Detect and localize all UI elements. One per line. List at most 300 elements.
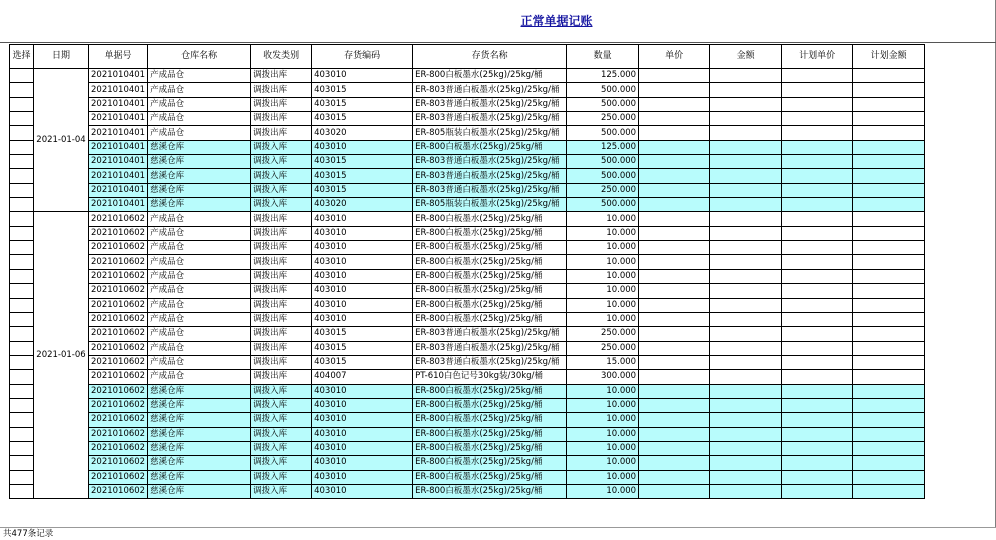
plan-amount-cell[interactable] xyxy=(853,370,925,384)
unit-price-cell[interactable] xyxy=(639,398,710,412)
io-type-cell: 调拨出库 xyxy=(251,226,312,240)
plan-amount-cell[interactable] xyxy=(853,312,925,326)
unit-price-cell[interactable] xyxy=(639,226,710,240)
plan-amount-cell[interactable] xyxy=(853,140,925,154)
select-cell[interactable] xyxy=(10,398,34,412)
warehouse-cell: 慈溪仓库 xyxy=(148,140,251,154)
table-row[interactable] xyxy=(10,126,925,140)
table-row[interactable] xyxy=(10,226,925,240)
select-cell[interactable] xyxy=(10,226,34,240)
plan-amount-cell[interactable] xyxy=(853,341,925,355)
item-code-cell: 403010 xyxy=(312,413,413,427)
table-row[interactable] xyxy=(10,69,925,83)
item-name-cell: ER-803普通白板墨水(25kg)/25kg/桶 xyxy=(413,341,567,355)
select-cell[interactable] xyxy=(10,97,34,111)
table-row[interactable] xyxy=(10,241,925,255)
quantity-cell: 250.000 xyxy=(567,327,639,341)
table-row[interactable] xyxy=(10,456,925,470)
table-row[interactable] xyxy=(10,484,925,498)
amount-cell[interactable] xyxy=(710,427,782,441)
select-cell[interactable] xyxy=(10,269,34,283)
select-cell[interactable] xyxy=(10,169,34,183)
quantity-cell: 500.000 xyxy=(567,155,639,169)
io-type-cell: 调拨入库 xyxy=(251,413,312,427)
amount-cell[interactable] xyxy=(710,327,782,341)
amount-cell[interactable] xyxy=(710,126,782,140)
io-type-cell: 调拨出库 xyxy=(251,370,312,384)
plan-amount-cell[interactable] xyxy=(853,241,925,255)
item-name-cell: ER-805瓶装白板墨水(25kg)/25kg/桶 xyxy=(413,126,567,140)
amount-cell[interactable] xyxy=(710,169,782,183)
quantity-cell: 10.000 xyxy=(567,398,639,412)
plan-price-cell[interactable] xyxy=(782,155,853,169)
amount-cell[interactable] xyxy=(710,241,782,255)
amount-cell[interactable] xyxy=(710,97,782,111)
doc-no-cell: 2021010602 xyxy=(89,241,148,255)
plan-price-cell[interactable] xyxy=(782,484,853,498)
unit-price-cell[interactable] xyxy=(639,370,710,384)
plan-price-cell[interactable] xyxy=(782,470,853,484)
select-cell[interactable] xyxy=(10,284,34,298)
plan-amount-cell[interactable] xyxy=(853,384,925,398)
io-type-cell: 调拨出库 xyxy=(251,69,312,83)
col-header-select[interactable]: 选择 xyxy=(10,45,34,69)
table-row[interactable] xyxy=(10,83,925,97)
io-type-cell: 调拨出库 xyxy=(251,255,312,269)
table-row[interactable] xyxy=(10,97,925,111)
quantity-cell: 500.000 xyxy=(567,198,639,212)
item-code-cell: 403010 xyxy=(312,384,413,398)
io-type-cell: 调拨出库 xyxy=(251,241,312,255)
unit-price-cell[interactable] xyxy=(639,83,710,97)
unit-price-cell[interactable] xyxy=(639,470,710,484)
plan-price-cell[interactable] xyxy=(782,456,853,470)
table-row[interactable] xyxy=(10,255,925,269)
warehouse-cell: 产成品仓 xyxy=(148,284,251,298)
table-row[interactable] xyxy=(10,169,925,183)
quantity-cell: 250.000 xyxy=(567,183,639,197)
item-code-cell: 403010 xyxy=(312,284,413,298)
quantity-cell: 250.000 xyxy=(567,341,639,355)
plan-amount-cell[interactable] xyxy=(853,255,925,269)
amount-cell[interactable] xyxy=(710,269,782,283)
amount-cell[interactable] xyxy=(710,226,782,240)
unit-price-cell[interactable] xyxy=(639,284,710,298)
table-row[interactable] xyxy=(10,284,925,298)
select-cell[interactable] xyxy=(10,456,34,470)
plan-price-cell[interactable] xyxy=(782,241,853,255)
plan-price-cell[interactable] xyxy=(782,169,853,183)
plan-amount-cell[interactable] xyxy=(853,456,925,470)
item-name-cell: ER-800白板墨水(25kg)/25kg/桶 xyxy=(413,456,567,470)
plan-price-cell[interactable] xyxy=(782,112,853,126)
warehouse-cell: 产成品仓 xyxy=(148,69,251,83)
plan-amount-cell[interactable] xyxy=(853,155,925,169)
table-row[interactable] xyxy=(10,112,925,126)
doc-no-cell: 2021010602 xyxy=(89,269,148,283)
quantity-cell: 250.000 xyxy=(567,112,639,126)
unit-price-cell[interactable] xyxy=(639,97,710,111)
col-header-unit-price[interactable]: 单价 xyxy=(639,45,710,69)
item-name-cell: ER-800白板墨水(25kg)/25kg/桶 xyxy=(413,312,567,326)
doc-no-cell: 2021010401 xyxy=(89,198,148,212)
plan-price-cell[interactable] xyxy=(782,398,853,412)
amount-cell[interactable] xyxy=(710,212,782,226)
table-row[interactable] xyxy=(10,384,925,398)
table-row[interactable] xyxy=(10,470,925,484)
unit-price-cell[interactable] xyxy=(639,212,710,226)
col-header-item-code[interactable]: 存货编码 xyxy=(312,45,413,69)
item-code-cell: 404007 xyxy=(312,370,413,384)
plan-amount-cell[interactable] xyxy=(853,398,925,412)
amount-cell[interactable] xyxy=(710,370,782,384)
select-cell[interactable] xyxy=(10,484,34,498)
unit-price-cell[interactable] xyxy=(639,384,710,398)
item-code-cell: 403015 xyxy=(312,341,413,355)
unit-price-cell[interactable] xyxy=(639,155,710,169)
item-name-cell: ER-803普通白板墨水(25kg)/25kg/桶 xyxy=(413,83,567,97)
select-cell[interactable] xyxy=(10,126,34,140)
item-code-cell: 403010 xyxy=(312,470,413,484)
select-cell[interactable] xyxy=(10,183,34,197)
table-row[interactable] xyxy=(10,269,925,283)
plan-price-cell[interactable] xyxy=(782,183,853,197)
item-code-cell: 403010 xyxy=(312,255,413,269)
plan-amount-cell[interactable] xyxy=(853,441,925,455)
plan-price-cell[interactable] xyxy=(782,83,853,97)
warehouse-cell: 产成品仓 xyxy=(148,241,251,255)
amount-cell[interactable] xyxy=(710,413,782,427)
doc-no-cell: 2021010401 xyxy=(89,169,148,183)
plan-price-cell[interactable] xyxy=(782,126,853,140)
amount-cell[interactable] xyxy=(710,384,782,398)
amount-cell[interactable] xyxy=(710,298,782,312)
amount-cell[interactable] xyxy=(710,83,782,97)
warehouse-cell: 产成品仓 xyxy=(148,298,251,312)
item-code-cell: 403015 xyxy=(312,169,413,183)
plan-price-cell[interactable] xyxy=(782,441,853,455)
amount-cell[interactable] xyxy=(710,140,782,154)
warehouse-cell: 产成品仓 xyxy=(148,269,251,283)
plan-price-cell[interactable] xyxy=(782,355,853,369)
plan-price-cell[interactable] xyxy=(782,384,853,398)
doc-no-cell: 2021010602 xyxy=(89,427,148,441)
select-cell[interactable] xyxy=(10,441,34,455)
item-name-cell: ER-800白板墨水(25kg)/25kg/桶 xyxy=(413,212,567,226)
unit-price-cell[interactable] xyxy=(639,441,710,455)
item-name-cell: ER-803普通白板墨水(25kg)/25kg/桶 xyxy=(413,169,567,183)
warehouse-cell: 产成品仓 xyxy=(148,112,251,126)
plan-amount-cell[interactable] xyxy=(853,112,925,126)
table-row[interactable] xyxy=(10,327,925,341)
select-cell[interactable] xyxy=(10,241,34,255)
select-cell[interactable] xyxy=(10,312,34,326)
unit-price-cell[interactable] xyxy=(639,312,710,326)
io-type-cell: 调拨入库 xyxy=(251,169,312,183)
table-row[interactable] xyxy=(10,398,925,412)
select-cell[interactable] xyxy=(10,413,34,427)
plan-price-cell[interactable] xyxy=(782,312,853,326)
select-cell[interactable] xyxy=(10,198,34,212)
item-code-cell: 403010 xyxy=(312,456,413,470)
amount-cell[interactable] xyxy=(710,284,782,298)
warehouse-cell: 慈溪仓库 xyxy=(148,398,251,412)
plan-price-cell[interactable] xyxy=(782,327,853,341)
plan-price-cell[interactable] xyxy=(782,198,853,212)
quantity-cell: 500.000 xyxy=(567,169,639,183)
plan-amount-cell[interactable] xyxy=(853,470,925,484)
amount-cell[interactable] xyxy=(710,456,782,470)
select-cell[interactable] xyxy=(10,341,34,355)
doc-no-cell: 2021010602 xyxy=(89,456,148,470)
plan-price-cell[interactable] xyxy=(782,226,853,240)
plan-amount-cell[interactable] xyxy=(853,284,925,298)
doc-no-cell: 2021010401 xyxy=(89,126,148,140)
col-header-quantity[interactable]: 数量 xyxy=(567,45,639,69)
unit-price-cell[interactable] xyxy=(639,298,710,312)
unit-price-cell[interactable] xyxy=(639,183,710,197)
doc-no-cell: 2021010602 xyxy=(89,298,148,312)
item-name-cell: ER-805瓶装白板墨水(25kg)/25kg/桶 xyxy=(413,198,567,212)
plan-amount-cell[interactable] xyxy=(853,169,925,183)
item-name-cell: ER-800白板墨水(25kg)/25kg/桶 xyxy=(413,226,567,240)
amount-cell[interactable] xyxy=(710,112,782,126)
plan-amount-cell[interactable] xyxy=(853,183,925,197)
unit-price-cell[interactable] xyxy=(639,484,710,498)
amount-cell[interactable] xyxy=(710,312,782,326)
table-row[interactable] xyxy=(10,312,925,326)
io-type-cell: 调拨入库 xyxy=(251,470,312,484)
table-row[interactable] xyxy=(10,427,925,441)
doc-no-cell: 2021010602 xyxy=(89,226,148,240)
col-header-date[interactable]: 日期 xyxy=(34,45,89,69)
io-type-cell: 调拨出库 xyxy=(251,327,312,341)
plan-price-cell[interactable] xyxy=(782,298,853,312)
table-row[interactable] xyxy=(10,413,925,427)
plan-amount-cell[interactable] xyxy=(853,355,925,369)
item-code-cell: 403020 xyxy=(312,126,413,140)
col-header-amount[interactable]: 金额 xyxy=(710,45,782,69)
table-row[interactable] xyxy=(10,198,925,212)
amount-cell[interactable] xyxy=(710,341,782,355)
select-cell[interactable] xyxy=(10,427,34,441)
page-title[interactable]: 正常单据记账 xyxy=(520,14,593,28)
col-header-item-name[interactable]: 存货名称 xyxy=(413,45,567,69)
plan-amount-cell[interactable] xyxy=(853,126,925,140)
plan-price-cell[interactable] xyxy=(782,341,853,355)
plan-price-cell[interactable] xyxy=(782,269,853,283)
plan-amount-cell[interactable] xyxy=(853,327,925,341)
col-header-plan-amount[interactable]: 计划金额 xyxy=(853,45,925,69)
io-type-cell: 调拨出库 xyxy=(251,112,312,126)
amount-cell[interactable] xyxy=(710,255,782,269)
plan-amount-cell[interactable] xyxy=(853,69,925,83)
select-cell[interactable] xyxy=(10,69,34,83)
plan-amount-cell[interactable] xyxy=(853,427,925,441)
unit-price-cell[interactable] xyxy=(639,198,710,212)
col-header-warehouse[interactable]: 仓库名称 xyxy=(148,45,251,69)
voucher-grid xyxy=(9,44,925,499)
doc-no-cell: 2021010401 xyxy=(89,140,148,154)
plan-amount-cell[interactable] xyxy=(853,83,925,97)
select-cell[interactable] xyxy=(10,355,34,369)
warehouse-cell: 慈溪仓库 xyxy=(148,456,251,470)
col-header-plan-price[interactable]: 计划单价 xyxy=(782,45,853,69)
unit-price-cell[interactable] xyxy=(639,413,710,427)
table-row[interactable] xyxy=(10,212,925,226)
item-name-cell: ER-800白板墨水(25kg)/25kg/桶 xyxy=(413,269,567,283)
plan-price-cell[interactable] xyxy=(782,427,853,441)
table-row[interactable] xyxy=(10,183,925,197)
plan-amount-cell[interactable] xyxy=(853,212,925,226)
select-cell[interactable] xyxy=(10,470,34,484)
amount-cell[interactable] xyxy=(710,355,782,369)
quantity-cell: 125.000 xyxy=(567,140,639,154)
unit-price-cell[interactable] xyxy=(639,341,710,355)
plan-price-cell[interactable] xyxy=(782,284,853,298)
title-divider xyxy=(0,42,996,43)
select-cell[interactable] xyxy=(10,327,34,341)
unit-price-cell[interactable] xyxy=(639,126,710,140)
plan-amount-cell[interactable] xyxy=(853,269,925,283)
io-type-cell: 调拨入库 xyxy=(251,484,312,498)
item-name-cell: ER-803普通白板墨水(25kg)/25kg/桶 xyxy=(413,355,567,369)
io-type-cell: 调拨出库 xyxy=(251,269,312,283)
table-row[interactable] xyxy=(10,370,925,384)
plan-price-cell[interactable] xyxy=(782,370,853,384)
plan-amount-cell[interactable] xyxy=(853,484,925,498)
item-code-cell: 403015 xyxy=(312,327,413,341)
unit-price-cell[interactable] xyxy=(639,327,710,341)
warehouse-cell: 慈溪仓库 xyxy=(148,183,251,197)
quantity-cell: 125.000 xyxy=(567,69,639,83)
plan-amount-cell[interactable] xyxy=(853,97,925,111)
doc-no-cell: 2021010602 xyxy=(89,441,148,455)
doc-no-cell: 2021010401 xyxy=(89,69,148,83)
quantity-cell: 10.000 xyxy=(567,456,639,470)
table-row[interactable] xyxy=(10,441,925,455)
status-bar: 共477条记录 xyxy=(0,527,996,539)
quantity-cell: 10.000 xyxy=(567,484,639,498)
warehouse-cell: 慈溪仓库 xyxy=(148,413,251,427)
warehouse-cell: 慈溪仓库 xyxy=(148,198,251,212)
item-name-cell: ER-803普通白板墨水(25kg)/25kg/桶 xyxy=(413,183,567,197)
table-row[interactable] xyxy=(10,140,925,154)
amount-cell[interactable] xyxy=(710,69,782,83)
table-row[interactable] xyxy=(10,355,925,369)
quantity-cell: 10.000 xyxy=(567,212,639,226)
table-row[interactable] xyxy=(10,155,925,169)
amount-cell[interactable] xyxy=(710,155,782,169)
unit-price-cell[interactable] xyxy=(639,427,710,441)
table-row[interactable] xyxy=(10,341,925,355)
unit-price-cell[interactable] xyxy=(639,456,710,470)
doc-no-cell: 2021010401 xyxy=(89,97,148,111)
item-name-cell: ER-803普通白板墨水(25kg)/25kg/桶 xyxy=(413,97,567,111)
select-cell[interactable] xyxy=(10,255,34,269)
item-name-cell: PT-610白色记号30kg装/30kg/桶 xyxy=(413,370,567,384)
amount-cell[interactable] xyxy=(710,470,782,484)
doc-no-cell: 2021010602 xyxy=(89,341,148,355)
plan-price-cell[interactable] xyxy=(782,69,853,83)
io-type-cell: 调拨出库 xyxy=(251,355,312,369)
plan-amount-cell[interactable] xyxy=(853,298,925,312)
unit-price-cell[interactable] xyxy=(639,140,710,154)
plan-price-cell[interactable] xyxy=(782,212,853,226)
select-cell[interactable] xyxy=(10,155,34,169)
unit-price-cell[interactable] xyxy=(639,169,710,183)
io-type-cell: 调拨出库 xyxy=(251,212,312,226)
unit-price-cell[interactable] xyxy=(639,355,710,369)
io-type-cell: 调拨入库 xyxy=(251,441,312,455)
item-code-cell: 403010 xyxy=(312,398,413,412)
item-name-cell: ER-800白板墨水(25kg)/25kg/桶 xyxy=(413,298,567,312)
select-cell[interactable] xyxy=(10,370,34,384)
plan-amount-cell[interactable] xyxy=(853,413,925,427)
col-header-doc-no[interactable]: 单据号 xyxy=(89,45,148,69)
unit-price-cell[interactable] xyxy=(639,112,710,126)
item-name-cell: ER-800白板墨水(25kg)/25kg/桶 xyxy=(413,255,567,269)
select-cell[interactable] xyxy=(10,112,34,126)
amount-cell[interactable] xyxy=(710,198,782,212)
select-cell[interactable] xyxy=(10,298,34,312)
select-cell[interactable] xyxy=(10,212,34,226)
amount-cell[interactable] xyxy=(710,398,782,412)
select-cell[interactable] xyxy=(10,140,34,154)
item-name-cell: ER-800白板墨水(25kg)/25kg/桶 xyxy=(413,413,567,427)
amount-cell[interactable] xyxy=(710,441,782,455)
select-cell[interactable] xyxy=(10,83,34,97)
item-code-cell: 403010 xyxy=(312,69,413,83)
doc-no-cell: 2021010602 xyxy=(89,212,148,226)
select-cell[interactable] xyxy=(10,384,34,398)
unit-price-cell[interactable] xyxy=(639,241,710,255)
plan-price-cell[interactable] xyxy=(782,413,853,427)
io-type-cell: 调拨出库 xyxy=(251,126,312,140)
unit-price-cell[interactable] xyxy=(639,69,710,83)
amount-cell[interactable] xyxy=(710,183,782,197)
doc-no-cell: 2021010602 xyxy=(89,284,148,298)
table-body xyxy=(10,69,925,499)
doc-no-cell: 2021010401 xyxy=(89,155,148,169)
table-row[interactable] xyxy=(10,298,925,312)
doc-no-cell: 2021010602 xyxy=(89,413,148,427)
header-row xyxy=(10,45,925,69)
io-type-cell: 调拨出库 xyxy=(251,284,312,298)
io-type-cell: 调拨入库 xyxy=(251,183,312,197)
warehouse-cell: 产成品仓 xyxy=(148,355,251,369)
plan-amount-cell[interactable] xyxy=(853,198,925,212)
io-type-cell: 调拨出库 xyxy=(251,298,312,312)
unit-price-cell[interactable] xyxy=(639,255,710,269)
item-code-cell: 403010 xyxy=(312,312,413,326)
quantity-cell: 10.000 xyxy=(567,427,639,441)
plan-price-cell[interactable] xyxy=(782,97,853,111)
col-header-io-type[interactable]: 收发类别 xyxy=(251,45,312,69)
unit-price-cell[interactable] xyxy=(639,269,710,283)
warehouse-cell: 产成品仓 xyxy=(148,327,251,341)
plan-price-cell[interactable] xyxy=(782,255,853,269)
plan-amount-cell[interactable] xyxy=(853,226,925,240)
io-type-cell: 调拨入库 xyxy=(251,155,312,169)
amount-cell[interactable] xyxy=(710,484,782,498)
plan-price-cell[interactable] xyxy=(782,140,853,154)
quantity-cell: 10.000 xyxy=(567,269,639,283)
item-name-cell: ER-800白板墨水(25kg)/25kg/桶 xyxy=(413,241,567,255)
io-type-cell: 调拨入库 xyxy=(251,198,312,212)
doc-no-cell: 2021010602 xyxy=(89,370,148,384)
item-code-cell: 403010 xyxy=(312,212,413,226)
